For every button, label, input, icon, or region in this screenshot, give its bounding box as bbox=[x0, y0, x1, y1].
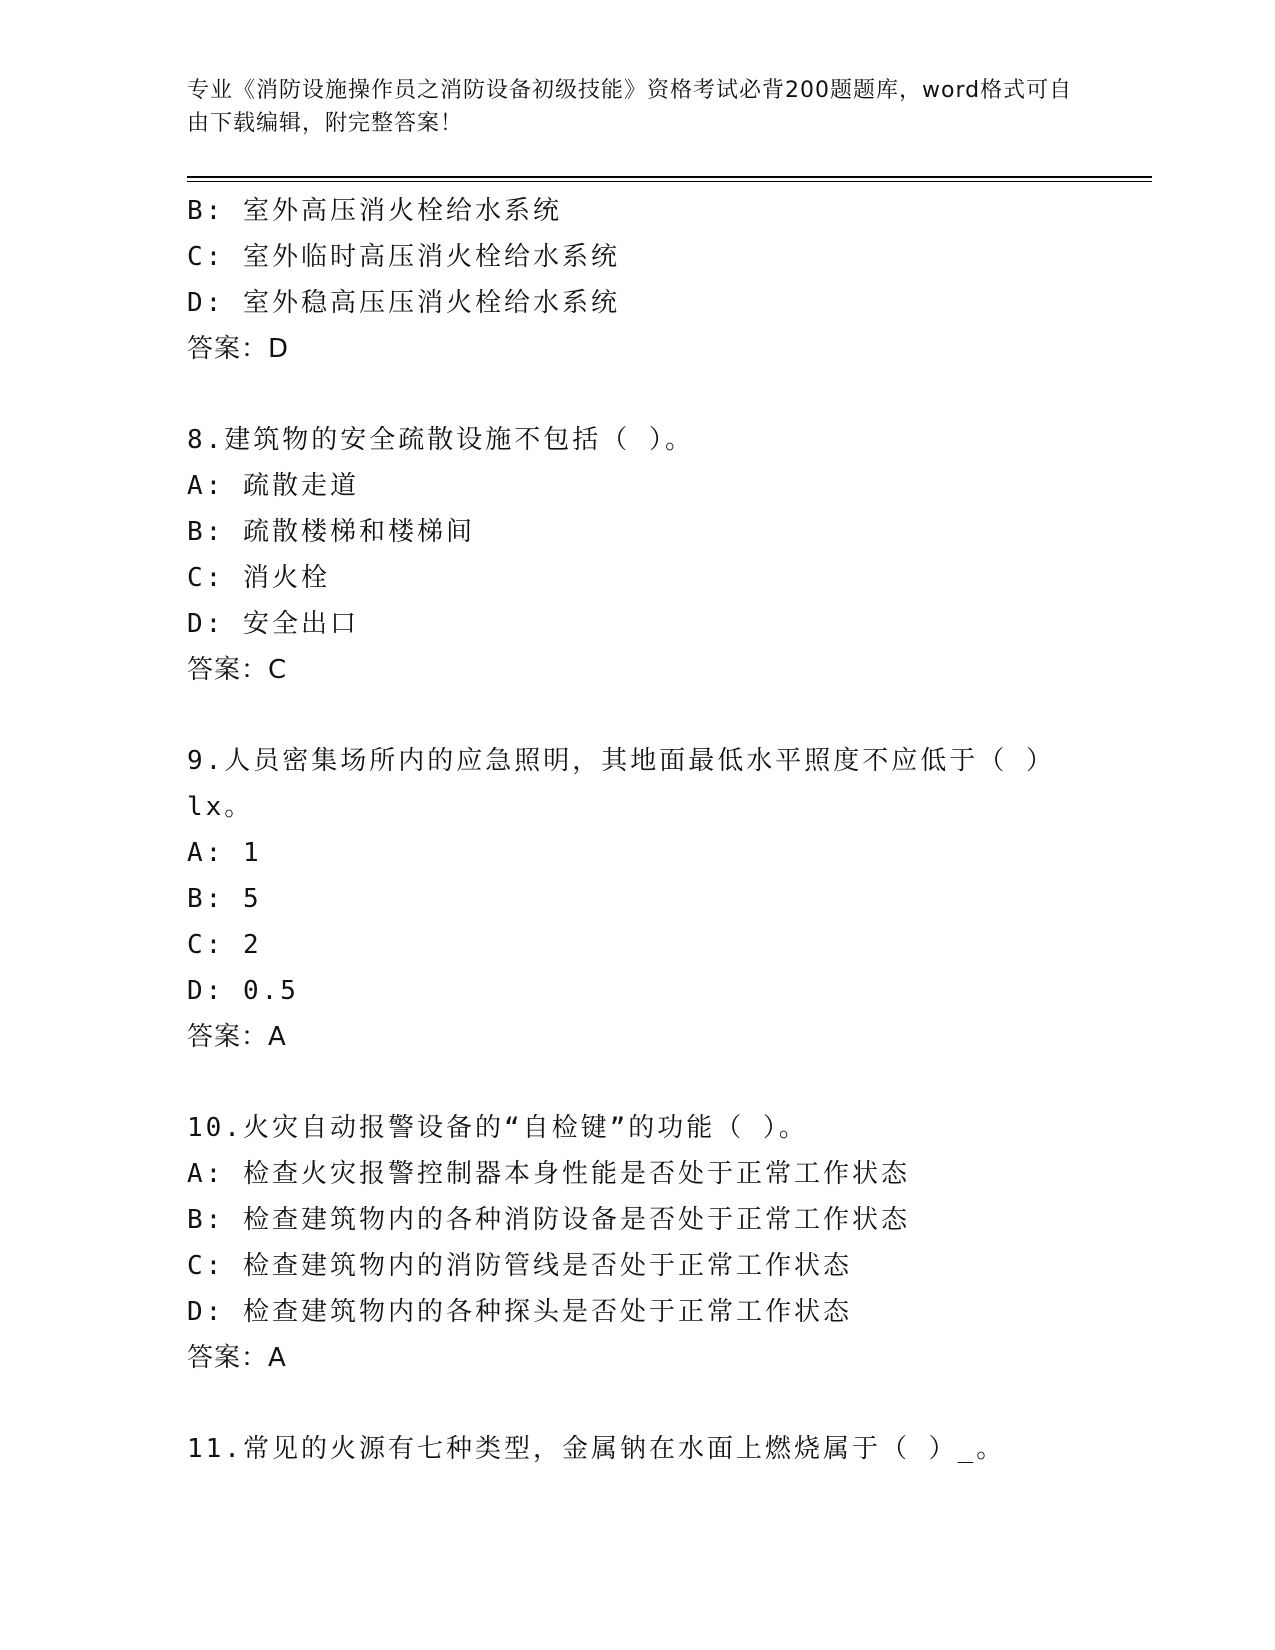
option-d: D: 安全出口 bbox=[187, 609, 359, 639]
option-c: C: 消火栓 bbox=[187, 563, 330, 593]
header-rule-thick bbox=[187, 176, 1152, 178]
question-stem: 10.火灾自动报警设备的“自检键”的功能（ ）。 bbox=[187, 1113, 808, 1143]
option-d: D: 检查建筑物内的各种探头是否处于正常工作状态 bbox=[187, 1297, 852, 1327]
option-b: B: 疏散楼梯和楼梯间 bbox=[187, 517, 475, 547]
answer: 答案：A bbox=[187, 1343, 287, 1373]
answer: 答案：C bbox=[187, 655, 288, 685]
answer: 答案：D bbox=[187, 334, 290, 364]
document-header: 专业《消防设施操作员之消防设备初级技能》资格考试必背200题题库，word格式可自由下载编辑，附完整答案！ bbox=[187, 78, 1073, 136]
option-d: D: 0.5 bbox=[187, 976, 299, 1006]
option-c: C: 室外临时高压消火栓给水系统 bbox=[187, 242, 620, 272]
option-c: C: 2 bbox=[187, 930, 262, 960]
option-b: B: 5 bbox=[187, 884, 262, 914]
option-c: C: 检查建筑物内的消防管线是否处于正常工作状态 bbox=[187, 1251, 852, 1281]
option-b: B: 室外高压消火栓给水系统 bbox=[187, 196, 562, 226]
option-d: D: 室外稳高压压消火栓给水系统 bbox=[187, 288, 620, 318]
question-stem: 11.常见的火源有七种类型，金属钠在水面上燃烧属于（ ）_。 bbox=[187, 1434, 1006, 1464]
option-b: B: 检查建筑物内的各种消防设备是否处于正常工作状态 bbox=[187, 1205, 910, 1235]
option-a: A: 疏散走道 bbox=[187, 471, 359, 501]
option-a: A: 1 bbox=[187, 838, 262, 868]
question-content bbox=[187, 188, 1152, 1472]
option-a: A: 检查火灾报警控制器本身性能是否处于正常工作状态 bbox=[187, 1159, 910, 1189]
question-stem: 8.建筑物的安全疏散设施不包括（ ）。 bbox=[187, 425, 694, 455]
header-rule-thin bbox=[187, 181, 1152, 182]
question-stem: 9.人员密集场所内的应急照明，其地面最低水平照度不应低于（ ）lx。 bbox=[187, 746, 1055, 822]
answer: 答案：A bbox=[187, 1022, 287, 1052]
